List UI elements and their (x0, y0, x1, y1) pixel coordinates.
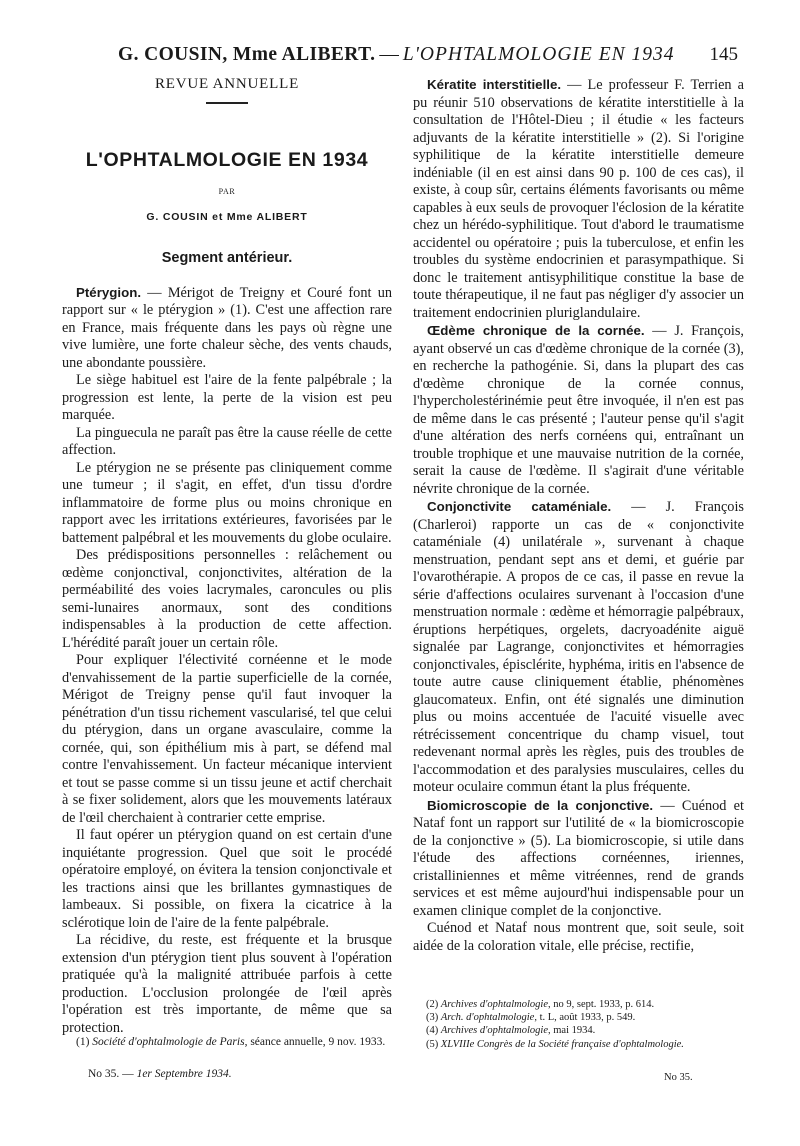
article-byline: G. COUSIN et Mme ALIBERT (146, 210, 308, 223)
paragraph-text: — J. François (Charleroi) rapporte un cas de « conjonctivite cataméniale (4) unilatérale », survenant à chaque menstruation, pendant sept ans et demi, et guérie par l'ovarothérapie. A propos de ce cas, il passe en revue la série d'affections oculaires survenant à l'occasion d'une menstruation normale : œdème et hémorragie palpébraux, éruptions herpétiques, orgelets, dacryoadénite aiguë signalée par Lagrange, conjonctivites et hémorragies conjonctivales, épisclérite, hyphéma, iritis en l'absence de toute autre cause cliniquement établie, phénomènes glaucomateux. Enfin, ont été signalés une diminution plus ou moins accentuée de l'acuité visuelle avec rétrécissement concentrique du champ visuel, tout redevenant normal après les règles, puis des troubles de l'accommodation et des paralysies musculaires, celles du moteur oculaire commun étant la plus fréquente. (413, 499, 744, 795)
par-label: PAR (218, 187, 236, 196)
footnote (416, 998, 744, 1011)
running-header (118, 44, 738, 70)
page-number: 145 (709, 44, 738, 65)
runin-heading: Kératite interstitielle. (427, 77, 562, 92)
paragraph: Pour expliquer l'électivité cornéenne et le mode d'envahissement de la partie superficielle de la cornée, Mérigot de Treigny pense qu'il faut invoquer la pénétration d'un tissu richement vascularisé, tel que celui du ptérygion, dans un organe avasculaire, comme la cornée, qui, son épithélium mis à part, se défend mal contre l'envahissement. Un facteur mécanique intervient et tout se passe comme si un tissu jeune et actif cherchait à se fixer solidement, alors que les mouvements latéraux de l'œil cherchaient à contrarier cette emprise. (62, 652, 392, 826)
footnote-number: (4) (426, 1025, 441, 1037)
header-journal-title: L'OPHTALMOLOGIE EN 1934 (402, 44, 675, 65)
paragraph (413, 498, 744, 797)
paragraph (62, 284, 392, 373)
footnote-number: (3) (426, 1012, 441, 1024)
runin-heading: Ptérygion. (76, 284, 142, 300)
footnote-source: Archives d'ophtalmologie (440, 1025, 549, 1037)
paragraph (413, 797, 744, 921)
footnote (416, 1011, 744, 1024)
paragraph-text: — Mérigot de Treigny et Couré font un rapport sur « le ptérygion » (1). C'est une affection rare en France, mais fréquente dans les pays où règne une vive lumière, une forte chaleur sèche, des vents chauds, une abondante poussière. (62, 284, 392, 371)
footnote-source: Arch. d'ophtalmologie (440, 1012, 535, 1024)
paragraph: Le ptérygion ne se présente pas cliniquement comme une tumeur ; il s'agit, en effet, d'un tissu d'ordre inflammatoire de forme plus ou moins chronique en rapport avec les irritations extérieures, favorisées par le battement palpébral et les mouvements du globe oculaire. (62, 459, 392, 546)
right-column (413, 76, 744, 955)
footnote-number: (5) (426, 1038, 441, 1050)
footnote-details: , no 9, sept. 1933, p. 614. (548, 999, 655, 1010)
revue-label: REVUE ANNUELLE (154, 76, 300, 92)
paragraph-text: — J. François, ayant observé un cas d'œdème chronique de la cornée (3), en recherche la pathogénie. Si, dans la plupart des cas d'œdème chronique de la cornée connus, l'hypercholestérinémie peut être invoquée, il n'en est pas de même dans le cas présenté ; l'auteur pense qu'il s'agit d'une altération des nerfs cornéens qui, entraînant un trouble trophique et une mauvaise nutrition de la cornée, serait la cause de l'œdème. Il s'agirait d'une véritable névrite chronique de la cornée. (413, 323, 744, 497)
runin-heading: Conjonctivite cataméniale. (427, 499, 612, 514)
issue-number: No 35. — (88, 1068, 137, 1080)
issue-date-text: 1er Septembre 1934. (136, 1068, 232, 1080)
left-footnote (62, 1035, 392, 1050)
footnote-details: , mai 1934. (548, 1025, 596, 1037)
issue-date (88, 1068, 232, 1080)
article-title: L'OPHTALMOLOGIE EN 1934 (85, 148, 369, 171)
title-rule (206, 102, 248, 104)
paragraph: Il faut opérer un ptérygion quand on est certain d'une inquiétante progression. Quel que soit le procédé opératoire employé, on évitera la tension conjonctivale et les tractions ainsi que les brillantes gymnastiques de lambeaux. Si possible, on fixera la cicatrice à la sclérotique loin de l'aire de la fente palpébrale. (62, 827, 392, 931)
issue-number-right: No 35. (664, 1072, 693, 1083)
footnote-details: , séance annuelle, 9 nov. 1933. (244, 1036, 386, 1048)
paragraph-text: — Le professeur F. Terrien a pu réunir 510 observations de kératite interstitielle à la consultation de l'Hôtel-Dieu ; il étudie « les facteurs adjuvants de la kératite interstitielle » (2). Si l'origine syphilitique de la kératite interstitielle demeure indéniable (il en est ainsi dans 90 p. 100 de ces cas), il existe, à coup sûr, certains éléments favorisants ou même capables à eux seuls de provoquer l'éclosion de la kératite chez un hérédo-syphilitique. Tout d'abord le traumatisme accidentel ou opératoire ; puis la tuberculose, et enfin les troubles du système endocrinien et parasympathique. Si donc le traitement antisyphilitique constitue la base de toute thérapeutique, il ne faut pas négliger d'y associer un traitement endocrinien pluriglandulaire. (413, 77, 744, 321)
left-column (62, 76, 392, 1037)
header-separator: — (379, 44, 399, 65)
paragraph (413, 322, 744, 498)
paragraph: La récidive, du reste, est fréquente et la brusque extension d'un ptérygion tient plus souvent à l'opération pratiquée qu'à la malignité attribuée parfois à cette production. L'occlusion prolongée de l'œil après l'opération est très importante, de même que sa protection. (62, 932, 392, 1036)
paragraph: Des prédispositions personnelles : relâchement ou œdème conjonctival, conjonctivites, altération de la perméabilité des voies lacrymales, caroncules ou plis semi-lunaires anormaux, sont des conditions indispensables à la production de cette affection. L'hérédité paraît jouer un certain rôle. (62, 547, 392, 651)
footnote (416, 1038, 744, 1051)
paragraph: La pinguecula ne paraît pas être la cause réelle de cette affection. (62, 424, 392, 458)
footnote-details: , t. L, août 1933, p. 549. (534, 1012, 636, 1024)
paragraph: Cuénod et Nataf nous montrent que, soit seule, soit aidée de la coloration vitale, elle précise, rectifie, (413, 920, 744, 954)
footnote (416, 1024, 744, 1037)
header-authors: G. COUSIN, Mme ALIBERT. (118, 44, 376, 65)
footnote-number: (1) (76, 1036, 93, 1048)
paragraph-text: — Cuénod et Nataf font un rapport sur l'utilité de « la biomicroscopie de la conjonctive » (5). La biomicroscopie, si utile dans l'étude des affections cornéennes, iriennes, cristalliniennes et même vitréennes, rend de grands services et est même aujourd'hui indispensable pour un examen clinique complet de la conjonctive. (413, 797, 744, 919)
footnote-source: Société d'ophtalmologie de Paris (92, 1036, 245, 1048)
runin-heading: Biomicroscopie de la conjonctive. (427, 797, 654, 813)
section-heading: Segment antérieur. (161, 250, 293, 266)
right-footnotes (416, 998, 744, 1051)
footnote-source: XLVIIIe Congrès de la Société française d'ophtalmologie. (440, 1038, 684, 1050)
footnote-source: Archives d'ophtalmologie (440, 999, 549, 1010)
runin-heading: Œdème chronique de la cornée. (427, 323, 645, 338)
paragraph (413, 76, 744, 322)
footnote-number: (2) (426, 999, 441, 1010)
paragraph: Le siège habituel est l'aire de la fente palpébrale ; la progression est lente, la perte de la vision est peu marquée. (62, 372, 392, 423)
